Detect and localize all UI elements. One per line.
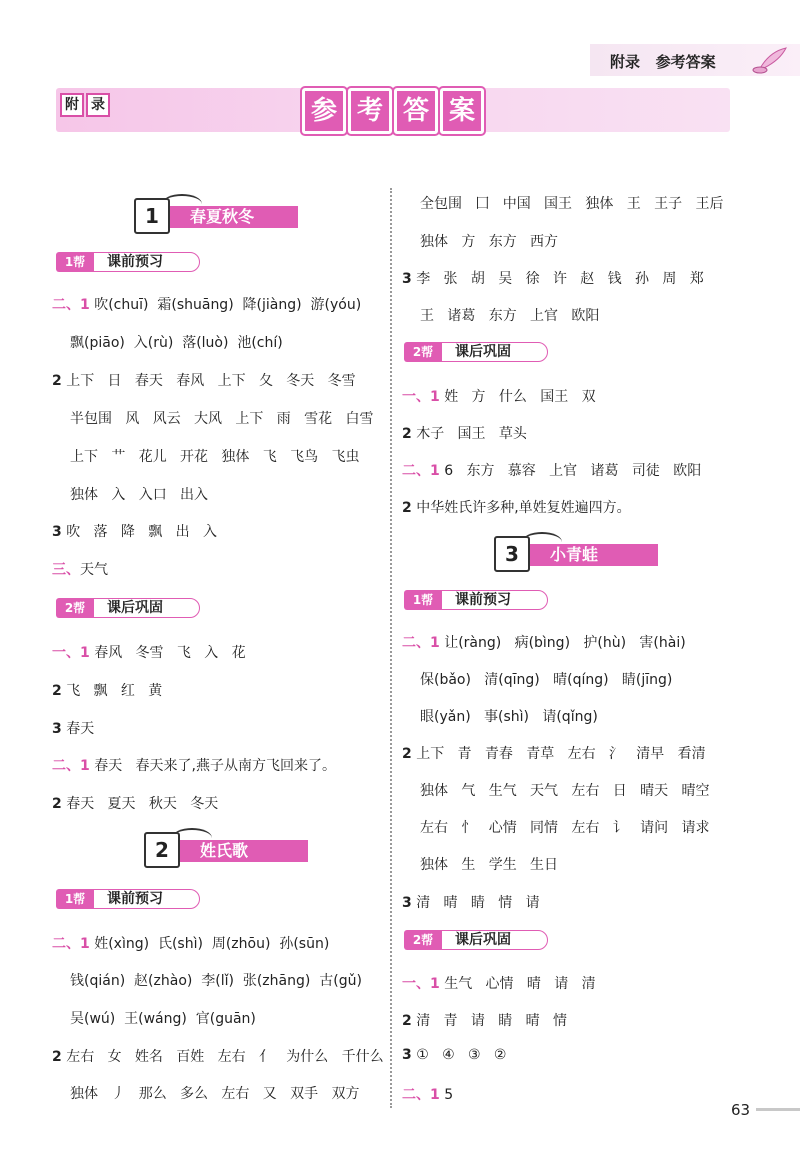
answer-text: 6 东方 慕容 上官 诸葛 司徒 欧阳: [439, 463, 702, 479]
appendix-char: 附: [60, 93, 84, 117]
item-number: 二、1: [52, 758, 90, 774]
answer-text: 保(bǎo) 清(qīng) 晴(qíng) 睛(jīng): [420, 672, 673, 688]
answer-line: [420, 193, 723, 213]
answer-line: [70, 1008, 256, 1028]
answer-line: [402, 497, 631, 517]
answer-text: 独体 丿 那么 多么 左右 又 双手 双方: [70, 1086, 360, 1102]
answer-line: [402, 892, 540, 912]
item-number: 3: [52, 524, 62, 540]
answer-line: [52, 370, 356, 390]
answer-text: 王 诸葛 东方 上官 欧阳: [420, 308, 600, 324]
item-number: 二、1: [402, 635, 440, 651]
item-number: 2: [52, 796, 62, 812]
answer-line: [402, 423, 527, 443]
quill-ink-icon: [750, 46, 790, 74]
answer-line: [52, 680, 162, 700]
sub-label: 课前预习: [92, 252, 200, 272]
answer-text: 飞 飘 红 黄: [61, 683, 163, 699]
item-number: 2: [52, 373, 62, 389]
answer-text: 生气 心情 晴 请 清: [439, 976, 596, 992]
answer-text: 眼(yǎn) 事(shì) 请(qǐng): [420, 709, 598, 725]
answer-text: 半包围 风 风云 大风 上下 雨 雪花 白雪: [70, 411, 374, 427]
answer-line: [402, 386, 596, 406]
sub-tag: 1帮: [56, 889, 94, 909]
answer-text: 姓(xìng) 氏(shì) 周(zhōu) 孙(sūn): [89, 936, 330, 952]
sub-label: 课后巩固: [440, 342, 548, 362]
item-number: 2: [402, 1013, 412, 1029]
lesson-number: 3: [494, 536, 530, 572]
answer-text: 让(ràng) 病(bìng) 护(hù) 害(hài): [439, 635, 686, 651]
answer-line: [52, 294, 361, 314]
answer-line: [402, 1084, 453, 1104]
answer-line: [420, 231, 558, 251]
column-divider: [390, 188, 392, 1108]
answer-line: [402, 1047, 506, 1063]
item-number: 一、1: [402, 976, 440, 992]
answer-line: [52, 521, 217, 541]
item-number: 二、1: [402, 463, 440, 479]
answer-line: [420, 854, 558, 874]
answer-text: 独体 方 东方 西方: [420, 234, 559, 250]
answer-text: 全包围 囗 中国 国王 独体 王 王子 王后: [420, 196, 724, 212]
answer-text: 左右 忄 心情 同情 左右 讠 请问 请求: [420, 820, 710, 836]
answer-line: [52, 793, 218, 813]
item-number: 三、: [52, 562, 80, 578]
answer-line: [52, 718, 94, 738]
sub-tag: 2帮: [404, 342, 442, 362]
answer-line: [402, 743, 706, 763]
item-number: 一、1: [52, 645, 90, 661]
answer-line: [70, 332, 283, 352]
answer-text: ① ④ ③ ②: [411, 1047, 507, 1063]
answer-text: 春天 夏天 秋天 冬天: [61, 796, 219, 812]
sub-label: 课后巩固: [440, 930, 548, 950]
item-number: 二、1: [402, 1087, 440, 1103]
answer-text: 5: [439, 1087, 454, 1103]
lesson-title: 姓氏歌: [178, 840, 308, 862]
sub-label: 课前预习: [440, 590, 548, 610]
running-header: [590, 44, 800, 76]
answer-line: [70, 484, 208, 504]
lesson-title: 小青蛙: [528, 544, 658, 566]
answer-text: 春天: [61, 721, 95, 737]
answer-line: [420, 706, 598, 726]
answer-line: [420, 305, 599, 325]
item-number: 二、1: [52, 297, 90, 313]
lesson-number: 1: [134, 198, 170, 234]
page-number: 63: [731, 1101, 751, 1119]
item-number: 2: [402, 500, 412, 516]
answer-text: 独体 生 学生 生日: [420, 857, 559, 873]
item-number: 2: [52, 1049, 62, 1065]
item-number: 2: [402, 426, 412, 442]
answer-line: [420, 780, 709, 800]
answer-text: 上下 日 春天 春风 上下 夂 冬天 冬雪: [61, 373, 356, 389]
answer-text: 吹 落 降 飘 出 入: [61, 524, 217, 540]
running-header-text: 附录 参考答案: [610, 53, 716, 71]
answer-line: [420, 669, 672, 689]
sub-label: 课后巩固: [92, 598, 200, 618]
appendix-header-band: [56, 88, 730, 132]
answer-line: [420, 817, 709, 837]
sub-tag: 1帮: [56, 252, 94, 272]
answer-line: [402, 632, 686, 652]
title-char: 参: [302, 88, 346, 134]
item-number: 2: [402, 746, 412, 762]
item-number: 一、1: [402, 389, 440, 405]
answer-text: 李 张 胡 吴 徐 许 赵 钱 孙 周 郑: [411, 271, 704, 287]
answer-line: [402, 268, 704, 288]
item-number: 3: [402, 1047, 412, 1063]
answer-text: 吹(chuī) 霜(shuāng) 降(jiàng) 游(yóu): [89, 297, 362, 313]
answer-line: [402, 1010, 567, 1030]
answer-line: [52, 755, 336, 775]
answer-text: 上下 青 青春 青草 左右 氵 清早 看清: [411, 746, 706, 762]
title-char: 案: [440, 88, 484, 134]
item-number: 3: [52, 721, 62, 737]
answer-text: 独体 入 入口 出入: [70, 487, 209, 503]
answer-text: 姓 方 什么 国王 双: [439, 389, 596, 405]
answer-text: 钱(qián) 赵(zhào) 李(lǐ) 张(zhāng) 古(gǔ): [70, 973, 362, 989]
answer-text: 清 晴 睛 情 请: [411, 895, 540, 911]
appendix-char: 录: [86, 93, 110, 117]
answer-line: [402, 460, 701, 480]
lesson-number: 2: [144, 832, 180, 868]
answer-line: [52, 933, 329, 953]
answer-line: [402, 973, 596, 993]
item-number: 3: [402, 271, 412, 287]
answer-text: 春天 春天来了,燕子从南方飞回来了。: [89, 758, 336, 774]
sub-tag: 2帮: [56, 598, 94, 618]
answer-line: [70, 408, 373, 428]
answer-line: [70, 1083, 359, 1103]
answer-text: 木子 国王 草头: [411, 426, 527, 442]
answer-text: 上下 艹 花儿 开花 独体 飞 飞鸟 飞虫: [70, 449, 360, 465]
answer-text: 春风 冬雪 飞 入 花: [89, 645, 246, 661]
answer-text: 独体 气 生气 天气 左右 日 晴天 晴空: [420, 783, 710, 799]
answer-line: [70, 446, 359, 466]
lesson-title: 春夏秋冬: [168, 206, 298, 228]
sub-label: 课前预习: [92, 889, 200, 909]
answer-text: 飘(piāo) 入(rù) 落(luò) 池(chí): [70, 335, 283, 351]
page-number-rule: [756, 1108, 800, 1111]
sub-tag: 2帮: [404, 930, 442, 950]
title-char: 答: [394, 88, 438, 134]
answer-text: 左右 女 姓名 百姓 左右 亻 为什么 千什么: [61, 1049, 384, 1065]
answer-text: 中华姓氏许多种,单姓复姓遍四方。: [411, 500, 631, 516]
answer-line: [52, 559, 108, 579]
answer-text: 清 青 请 睛 晴 情: [411, 1013, 567, 1029]
item-number: 二、1: [52, 936, 90, 952]
title-char: 考: [348, 88, 392, 134]
item-number: 3: [402, 895, 412, 911]
answer-line: [52, 1046, 384, 1066]
item-number: 2: [52, 683, 62, 699]
answer-line: [52, 642, 246, 662]
answer-line: [70, 970, 362, 990]
answer-text: 天气: [80, 562, 108, 578]
sub-tag: 1帮: [404, 590, 442, 610]
answer-text: 吴(wú) 王(wáng) 官(guān): [70, 1011, 256, 1027]
